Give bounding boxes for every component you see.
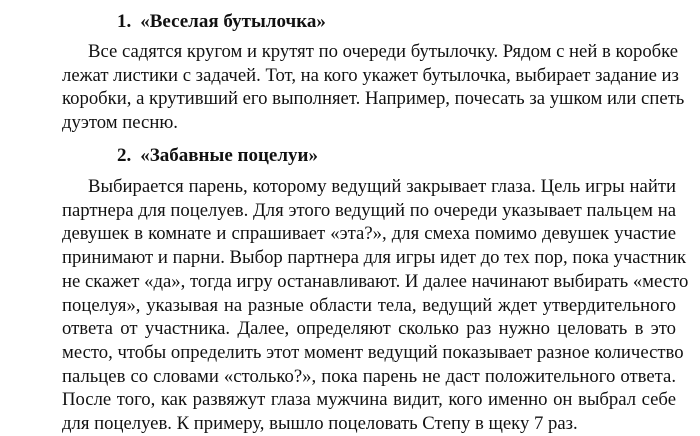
paragraph-line: Выбирается парень, которому ведущий закрывает глаза. Цель игры найти — [88, 176, 676, 197]
section-2-heading — [117, 145, 318, 167]
section-1-heading — [117, 11, 326, 33]
paragraph-line: дуэтом песню. — [62, 112, 178, 134]
paragraph-line: коробки, а крутивший его выполняет. Например, почесать за ушком или спеть — [62, 88, 685, 110]
paragraph-line: лежат листики с задачей. Тот, на кого укажет бутылочка, выбирает задание из — [62, 64, 679, 86]
paragraph-line: Все садятся кругом и крутят по очереди бутылочку. Рядом с ней в коробке — [88, 41, 679, 62]
paragraph-line: место, чтобы определить этот момент ведущий показывает разное количество — [62, 341, 684, 363]
paragraph-line: ответа от участника. Далее, определяют сколько раз нужно целовать в это — [62, 318, 676, 340]
paragraph-line: для поцелуев. К примеру, вышло поцеловать Степу в щеку 7 раз. — [62, 413, 578, 435]
paragraph-line: девушек в комнате и спрашивает «эта?», для смеха помимо девушек участие — [62, 223, 676, 245]
section-2-title: «Забавные поцелуи» — [140, 145, 318, 166]
section-2-paragraph — [62, 175, 689, 436]
section-2-number: 2. — [117, 145, 132, 166]
paragraph-line: поцелуя», указывая на разные области тела, ведущий ждет утвердительного — [62, 294, 676, 316]
paragraph-line: пальцев со словами «столько?», пока парень не даст положительного ответа. — [62, 365, 676, 387]
paragraph-line: не скажет «да», тогда игру останавливают. И далее начинают выбирать «место — [62, 270, 689, 292]
section-1-title: «Веселая бутылочка» — [140, 11, 326, 32]
section-1-paragraph — [62, 40, 685, 135]
paragraph-line: После того, как развяжут глаза мужчина видит, кого именно он выбрал себе — [62, 389, 676, 411]
paragraph-line: партнера для поцелуев. Для этого ведущий по очереди указывает пальцем на — [62, 199, 676, 221]
section-1-number: 1. — [117, 11, 132, 32]
paragraph-line: принимают и парни. Выбор партнера для игры идет до тех пор, пока участник — [62, 247, 687, 269]
